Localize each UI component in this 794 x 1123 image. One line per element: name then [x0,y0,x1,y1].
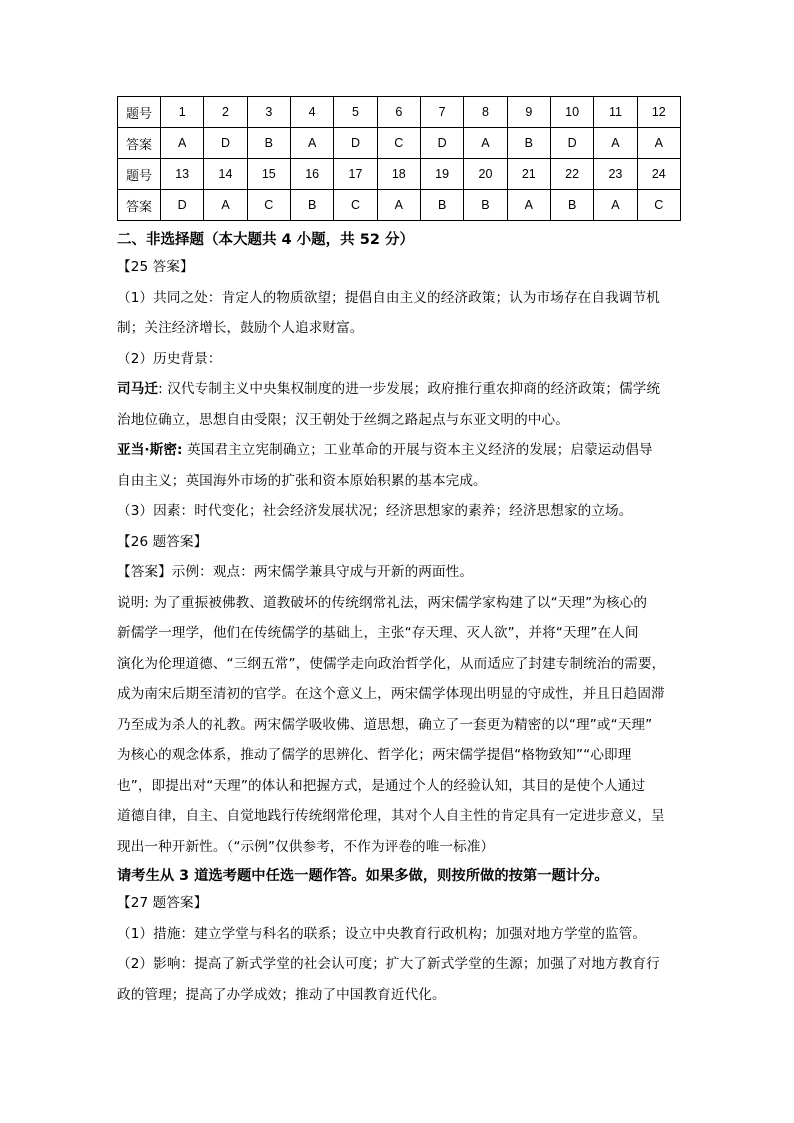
table-cell: A [507,190,550,221]
q26-explanation-line: 现出一种开新性。（“示例”仅供参考，不作为评卷的唯一标准） [117,838,495,855]
row-header: 题号 [118,159,161,190]
table-cell: 2 [204,97,247,128]
table-cell: B [507,128,550,159]
table-cell: 1 [161,97,204,128]
table-row [118,190,681,221]
q26-explanation-line: 成为南宋后期至清初的官学。在这个意义上，两宋儒学体现出明显的守成性，并且日趋固滞 [117,686,665,702]
table-cell: D [161,190,204,221]
table-cell: A [377,190,420,221]
q26-explanation-line: 道德自律，自主、自觉地践行传统纲常伦理，其对个人自主性的肯定具有一定进步意义，呈 [117,808,665,824]
table-cell: 17 [334,159,377,190]
table-cell: A [161,128,204,159]
q25-simaqian-line1 [117,374,683,405]
q25-simaqian-line2: 治地位确立，思想自由受限；汉王朝处于丝绸之路起点与东亚文明的中心。 [117,411,569,428]
table-cell: 16 [290,159,333,190]
table-cell: 20 [464,159,507,190]
q27-heading: 【27 题答案】 [117,895,208,911]
table-cell: B [420,190,463,221]
q25-part3: （3）因素：时代变化；社会经济发展状况；经济思想家的素养；经济思想家的立场。 [117,503,633,519]
q26-explanation-line: 演化为伦理道德、“三纲五常”，使儒学走向政治哲学化，从而适应了封建专制统治的需要， [117,655,666,672]
q26-explanation-line: 乃至成为杀人的礼教。两宋儒学吸收佛、道思想，确立了一套更为精密的以“理”或“天理” [117,716,653,733]
table-cell: 5 [334,97,377,128]
q27-part2-line1: （2）影响：提高了新式学堂的社会认可度；扩大了新式学堂的生源；加强了对地方教育行 [117,956,660,972]
table-cell: 9 [507,97,550,128]
simaqian-text: : 汉代专制主义中央集权制度的进一步发展；政府推行重农抑商的经济政策；儒学统 [158,381,661,397]
answer-document [117,96,683,1010]
q25-smith-line1 [117,435,683,466]
table-cell: 4 [290,97,333,128]
q27-part1: （1）措施：建立学堂与科名的联系；设立中央教育行政机构；加强对地方学堂的监管。 [117,925,647,942]
answer-table [117,96,681,221]
q25-heading: 【25 答案】 [117,259,194,275]
q26-explanation [117,588,683,863]
q26-explanation-line: 说明: 为了重振被佛教、道教破坏的传统纲常礼法，两宋儒学家构建了以“天理”为核心的 [117,594,648,611]
q26-explanation-line: 为核心的观念体系，推动了儒学的思辨化、哲学化；两宋儒学提倡“格物致知”“心即理 [117,747,632,763]
table-row [118,128,681,159]
table-cell: 23 [594,159,637,190]
table-cell: C [247,190,290,221]
table-cell: C [637,190,680,221]
q25-part1-line1: （1）共同之处：肯定人的物质欲望；提倡自由主义的经济政策；认为市场存在自我调节机 [117,289,660,306]
q26-answer [117,527,683,863]
table-cell: 21 [507,159,550,190]
table-cell: D [420,128,463,159]
section-2-title: 二、非选择题（本大题共 4 小题，共 52 分） [117,232,414,248]
table-cell: A [290,128,333,159]
table-cell: B [464,190,507,221]
table-cell: 3 [247,97,290,128]
table-cell: 7 [420,97,463,128]
table-cell: B [550,190,593,221]
q26-explanation-line: 新儒学一理学，他们在传统儒学的基础上，主张“存天理、灭人欲”，并将“天理”在人间 [117,625,639,641]
elective-instruction: 请考生从 3 道选考题中任选一题作答。如果多做，则按所做的按第一题计分。 [117,868,609,884]
q26-answer-line: 【答案】示例：观点：两宋儒学兼具守成与开新的两面性。 [117,564,474,580]
row-header: 题号 [118,97,161,128]
q27-answer [117,888,683,1010]
table-cell: B [290,190,333,221]
q25-answer [117,252,683,527]
table-cell: C [377,128,420,159]
table-row [118,97,681,128]
table-cell: 22 [550,159,593,190]
q26-explanation-line: 也”，即提出对“天理”的体认和把握方式，是通过个人的经验认知，其目的是使个人通过 [117,777,646,794]
table-cell: D [550,128,593,159]
table-cell: A [464,128,507,159]
table-cell: 24 [637,159,680,190]
smith-text: 英国君主立宪制确立；工业革命的开展与资本主义经济的发展；启蒙运动倡导 [182,442,653,458]
q26-heading: 【26 题答案】 [117,533,208,550]
table-cell: A [594,190,637,221]
smith-label: 亚当·斯密: [117,442,183,458]
table-cell: 13 [161,159,204,190]
table-cell: 10 [550,97,593,128]
table-cell: 19 [420,159,463,190]
table-cell: 15 [247,159,290,190]
q27-part2-line2: 政的管理；提高了办学成效；推动了中国教育近代化。 [117,986,446,1003]
row-header: 答案 [118,190,161,221]
table-cell: 12 [637,97,680,128]
table-row [118,159,681,190]
q25-part2: （2）历史背景： [117,350,222,367]
row-header: 答案 [118,128,161,159]
table-cell: 8 [464,97,507,128]
table-cell: 6 [377,97,420,128]
table-cell: D [204,128,247,159]
table-cell: A [204,190,247,221]
q25-part1-line2: 制；关注经济增长，鼓励个人追求财富。 [117,320,364,336]
simaqian-label: 司马迁 [117,381,159,397]
table-cell: 14 [204,159,247,190]
table-cell: A [637,128,680,159]
table-cell: C [334,190,377,221]
table-cell: 11 [594,97,637,128]
table-cell: B [247,128,290,159]
table-cell: A [594,128,637,159]
q25-smith-line2: 自由主义；英国海外市场的扩张和资本原始积累的基本完成。 [117,472,487,489]
table-cell: D [334,128,377,159]
table-cell: 18 [377,159,420,190]
